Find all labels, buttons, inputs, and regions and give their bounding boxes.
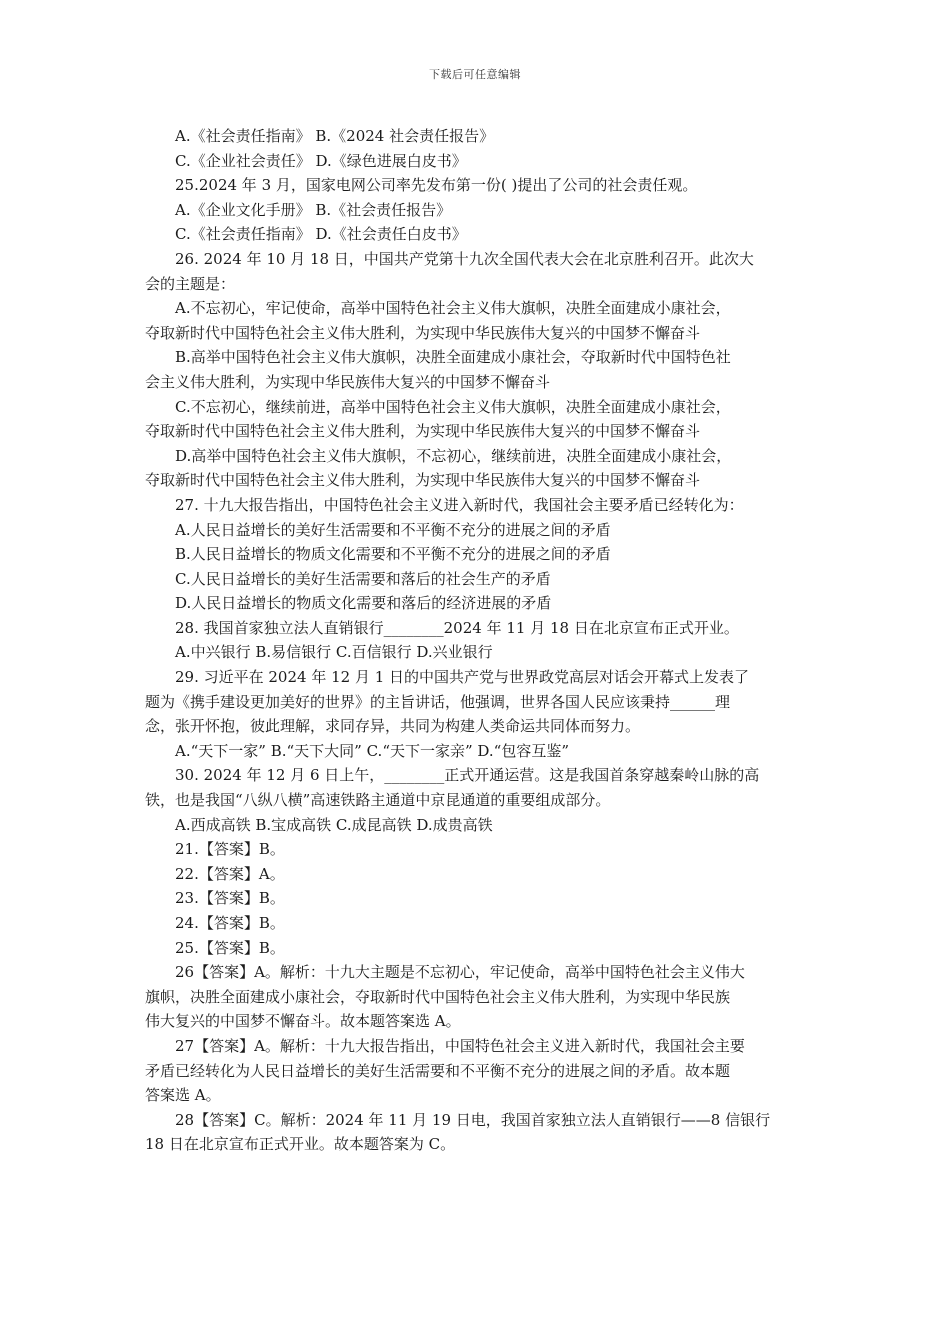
text-line: 22.【答案】A。 bbox=[175, 864, 285, 883]
text-line: D.人民日益增长的物质文化需要和落后的经济进展的矛盾 bbox=[175, 594, 552, 613]
text-line: 27. 十九大报告指出，中国特色社会主义进入新时代，我国社会主要矛盾已经转化为： bbox=[175, 495, 744, 514]
text-line: 会的主题是： bbox=[145, 274, 236, 293]
text-line: B.高举中国特色社会主义伟大旗帜，决胜全面建成小康社会，夺取新时代中国特色社 bbox=[175, 348, 731, 367]
text-line: 27【答案】A。解析：十九大报告指出，中国特色社会主义进入新时代，我国社会主要 bbox=[175, 1036, 745, 1055]
text-line: A.人民日益增长的美好生活需要和不平衡不充分的进展之间的矛盾 bbox=[175, 520, 611, 539]
text-line: 25.2024 年 3 月，国家电网公司率先发布第一份( )提出了公司的社会责任观。 bbox=[175, 176, 698, 195]
text-line: 夺取新时代中国特色社会主义伟大胜利，为实现中华民族伟大复兴的中国梦不懈奋斗 bbox=[145, 323, 701, 342]
text-line: 伟大复兴的中国梦不懈奋斗。故本题答案选 A。 bbox=[145, 1012, 461, 1031]
text-line: 26. 2024 年 10 月 18 日，中国共产党第十九次全国代表大会在北京胜利召开。此次大 bbox=[175, 249, 754, 268]
text-line: D.高举中国特色社会主义伟大旗帜，不忘初心，继续前进，决胜全面建成小康社会， bbox=[175, 446, 732, 465]
text-line: B.人民日益增长的物质文化需要和不平衡不充分的进展之间的矛盾 bbox=[175, 545, 611, 564]
text-line: 矛盾已经转化为人民日益增长的美好生活需要和不平衡不充分的进展之间的矛盾。故本题 bbox=[145, 1061, 731, 1080]
page-header: 下载后可任意编辑 bbox=[429, 68, 521, 81]
text-line: 26【答案】A。解析：十九大主题是不忘初心，牢记使命，高举中国特色社会主义伟大 bbox=[175, 963, 745, 982]
text-line: 铁，也是我国“八纵八横”高速铁路主通道中京昆通道的重要组成部分。 bbox=[145, 791, 611, 810]
text-line: C.人民日益增长的美好生活需要和落后的社会生产的矛盾 bbox=[175, 569, 551, 588]
document-body bbox=[145, 124, 809, 1157]
text-line: A.西成高铁 B.宝成高铁 C.成昆高铁 D.成贵高铁 bbox=[175, 815, 493, 834]
text-line: 28【答案】C。解析：2024 年 11 月 19 日电，我国首家独立法人直销银行——8 信银行 bbox=[175, 1110, 771, 1129]
text-line: 会主义伟大胜利，为实现中华民族伟大复兴的中国梦不懈奋斗 bbox=[145, 372, 551, 391]
text-line: 30. 2024 年 12 月 6 日上午，________正式开通运营。这是我国首条穿越秦岭山脉的高 bbox=[175, 766, 760, 785]
text-line: 题为《携手建设更加美好的世界》的主旨讲话，他强调，世界各国人民应该秉持______理 bbox=[145, 692, 731, 711]
text-line: 旗帜，决胜全面建成小康社会，夺取新时代中国特色社会主义伟大胜利，为实现中华民族 bbox=[145, 987, 731, 1006]
text-line: A.《企业文化手册》 B.《社会责任报告》 bbox=[175, 200, 452, 219]
text-line: C.不忘初心，继续前进，高举中国特色社会主义伟大旗帜，决胜全面建成小康社会， bbox=[175, 397, 731, 416]
text-line: C.《社会责任指南》 D.《社会责任白皮书》 bbox=[175, 225, 467, 244]
text-line: 28. 我国首家独立法人直销银行________2024 年 11 月 18 日在北京宣布正式开业。 bbox=[175, 618, 739, 637]
text-line: C.《企业社会责任》 D.《绿色进展白皮书》 bbox=[175, 151, 467, 170]
text-line: A.“天下一家” B.“天下大同” C.“天下一家亲” D.“包容互鉴” bbox=[175, 741, 570, 760]
text-line: 23.【答案】B。 bbox=[175, 889, 285, 908]
text-line: 24.【答案】B。 bbox=[175, 914, 285, 932]
text-line: 答案选 A。 bbox=[145, 1086, 221, 1105]
text-line: 21.【答案】B。 bbox=[175, 840, 285, 859]
text-line: 18 日在北京宣布正式开业。故本题答案为 C。 bbox=[145, 1135, 456, 1154]
text-line: 25.【答案】B。 bbox=[175, 938, 285, 957]
text-line: 夺取新时代中国特色社会主义伟大胜利，为实现中华民族伟大复兴的中国梦不懈奋斗 bbox=[145, 422, 701, 441]
text-line: 29. 习近平在 2024 年 12 月 1 日的中国共产党与世界政党高层对话会开幕式上发表了 bbox=[175, 668, 750, 687]
text-line: A.《社会责任指南》 B.《2024 社会责任报告》 bbox=[175, 127, 495, 145]
text-line: A.不忘初心，牢记使命，高举中国特色社会主义伟大旗帜，决胜全面建成小康社会， bbox=[175, 299, 731, 318]
text-line: A.中兴银行 B.易信银行 C.百信银行 D.兴业银行 bbox=[175, 643, 493, 662]
text-line: 夺取新时代中国特色社会主义伟大胜利，为实现中华民族伟大复兴的中国梦不懈奋斗 bbox=[145, 471, 701, 490]
text-line: 念，张开怀抱，彼此理解，求同存异，共同为构建人类命运共同体而努力。 bbox=[145, 717, 641, 736]
